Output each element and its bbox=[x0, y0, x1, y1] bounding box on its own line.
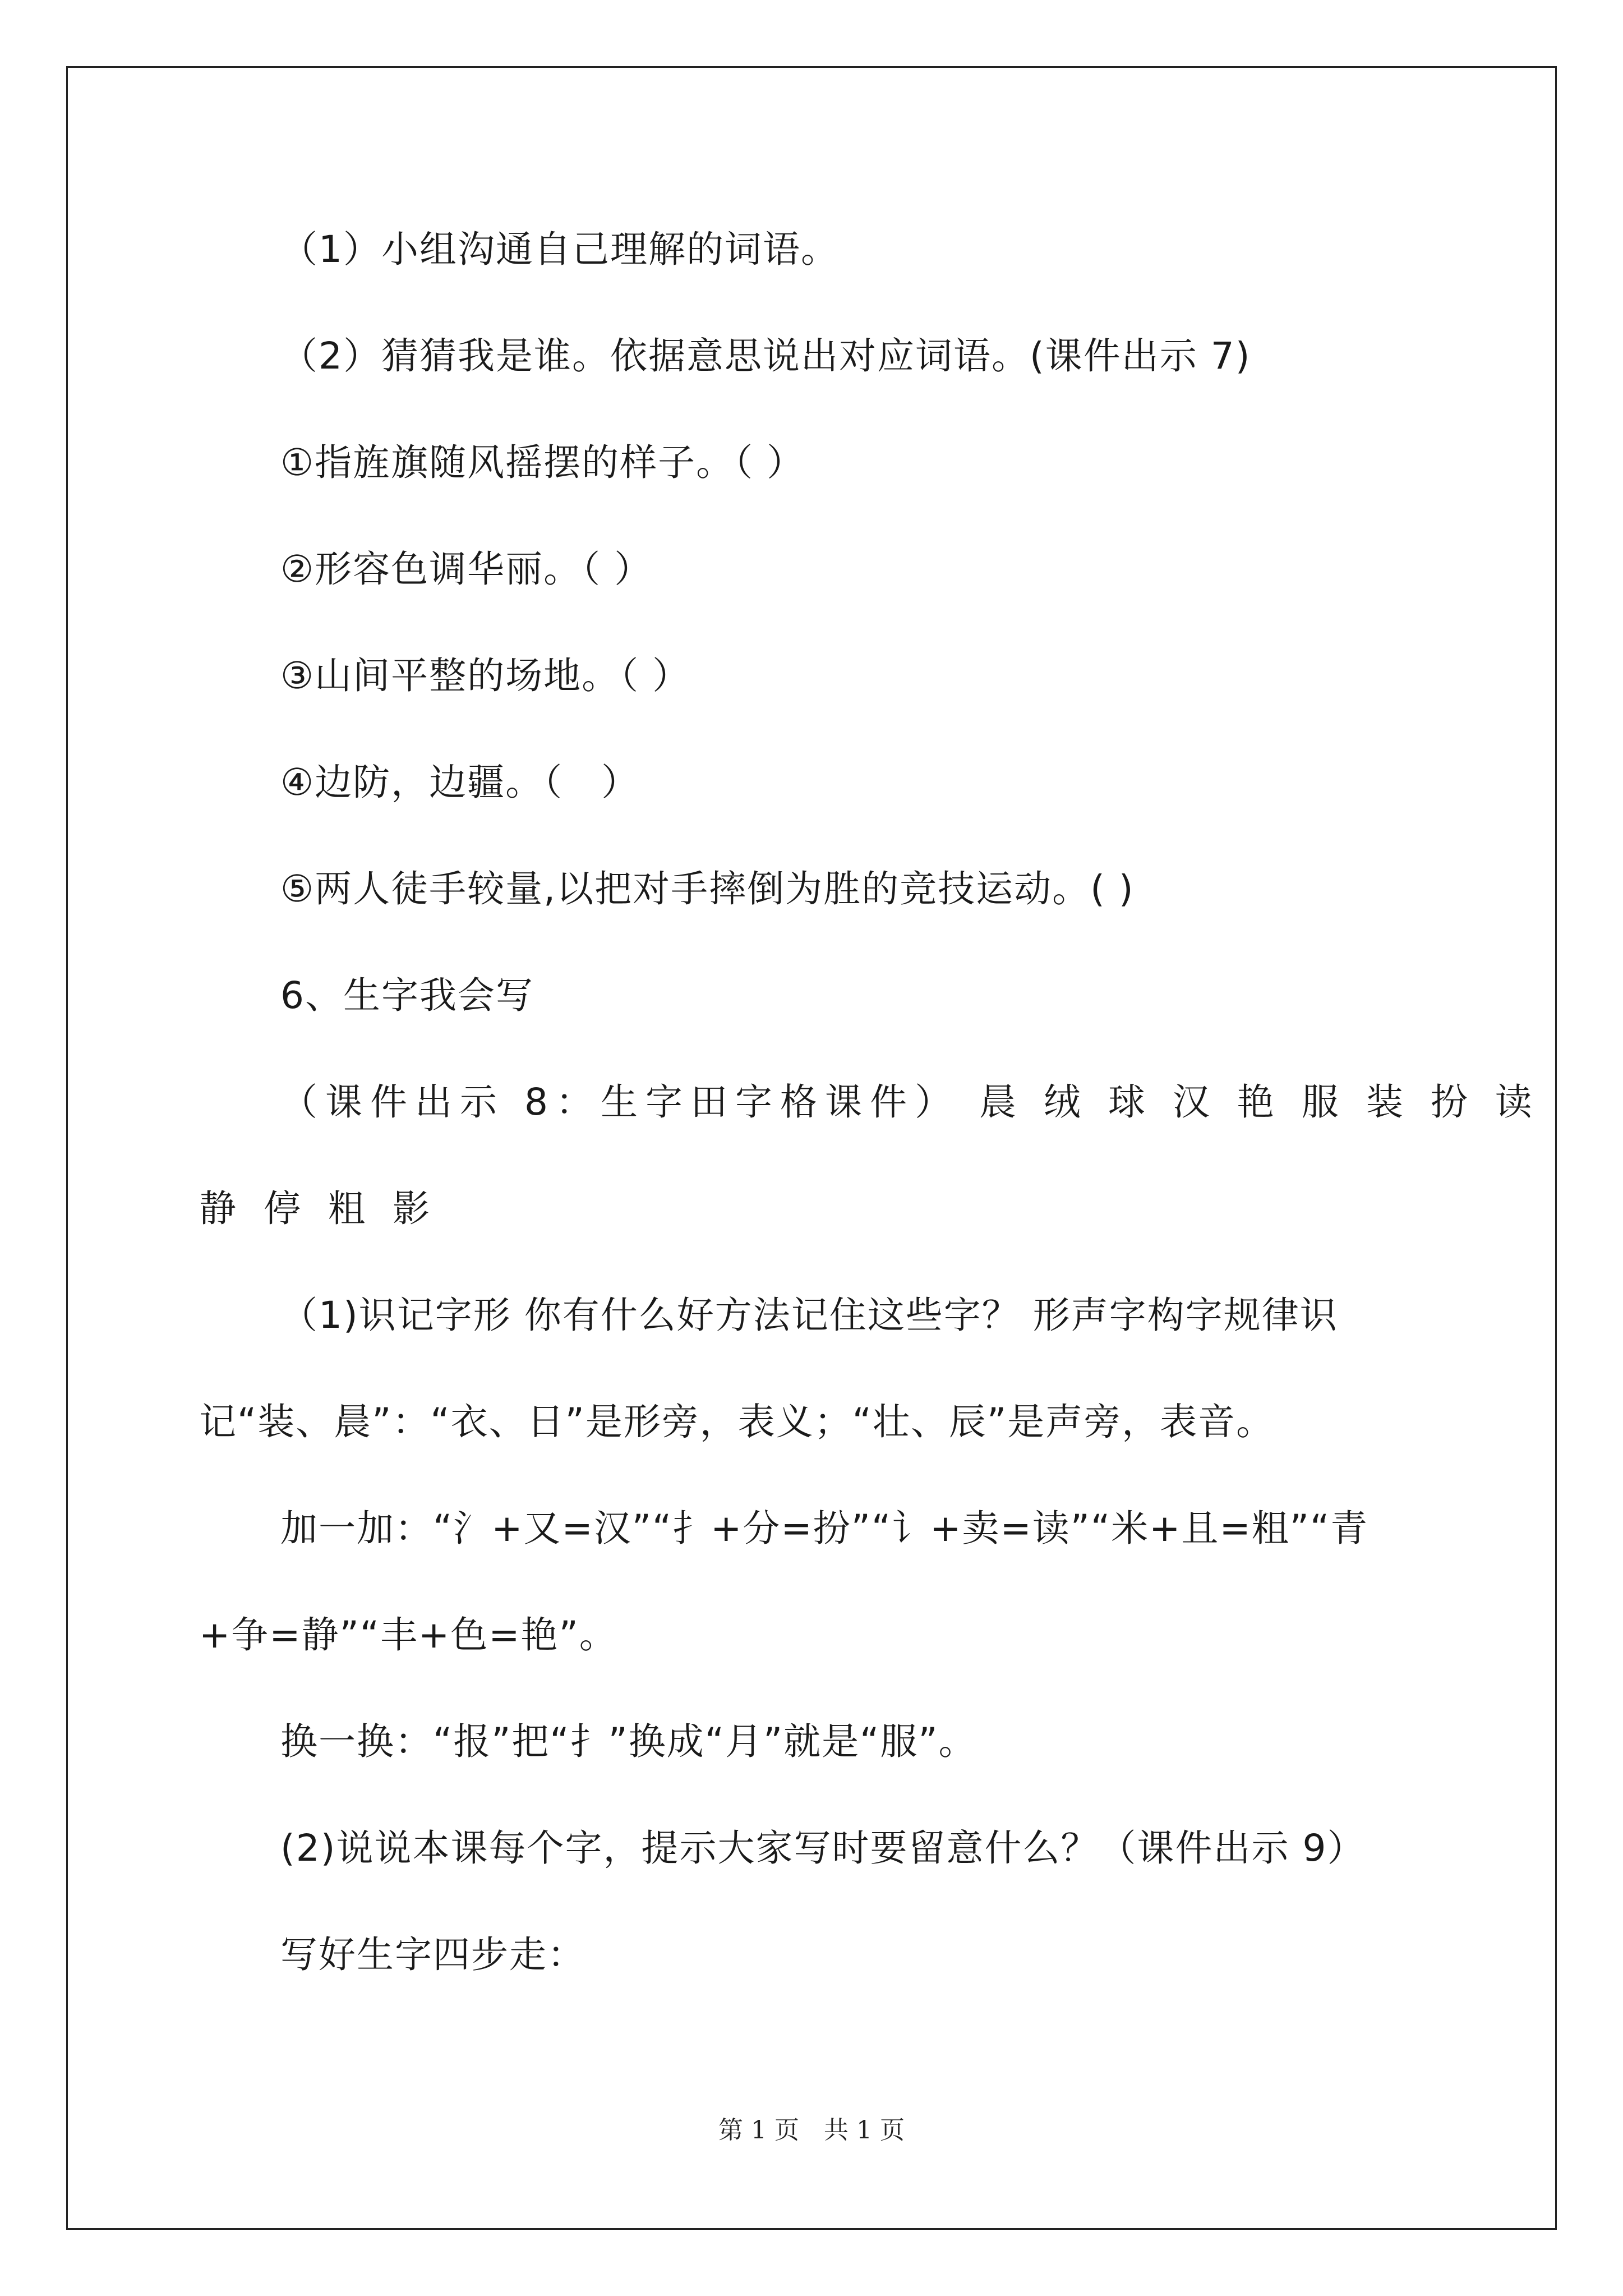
text-line-13: 加一加：“氵+又=汉”“扌+分=扮”“讠+卖=读”“米+且=粗”“青 bbox=[280, 1507, 1369, 1550]
text-line-4: ②形容色调华丽。（ ） bbox=[280, 547, 653, 591]
text-line-3: ①指旌旗随风摇摆的样子。（ ） bbox=[280, 441, 805, 484]
section-heading-6: 6、生字我会写 bbox=[280, 974, 534, 1017]
text-line-9: （课件出示 8：生字田字格课件） 晨 绒 球 汉 艳 服 装 扮 读 bbox=[280, 1080, 1540, 1124]
text-line-12: 记“装、晨”：“衣、日”是形旁，表义；“壮、辰”是声旁，表音。 bbox=[199, 1400, 1275, 1443]
page-border bbox=[66, 66, 1557, 2230]
text-line-10: 静 停 粗 影 bbox=[199, 1187, 437, 1230]
page-footer: 第 1 页 共 1 页 bbox=[718, 2116, 905, 2145]
text-line-5: ③山间平整的场地。（ ） bbox=[280, 654, 691, 697]
text-line-1: （1）小组沟通自己理解的词语。 bbox=[280, 228, 839, 271]
text-line-17: 写好生字四步走： bbox=[280, 1933, 585, 1976]
text-line-11: （1)识记字形 你有什么好方法记住这些字？ 形声字构字规律识 bbox=[280, 1294, 1338, 1337]
text-line-6: ④边防，边疆。（ ） bbox=[280, 761, 640, 804]
text-line-14: +争=静”“丰+色=艳”。 bbox=[199, 1613, 617, 1657]
text-line-2: （2）猜猜我是谁。依据意思说出对应词语。(课件出示 7) bbox=[280, 334, 1251, 378]
text-line-15: 换一换：“报”把“扌”换成“月”就是“服”。 bbox=[280, 1720, 977, 1763]
text-line-16: (2)说说本课每个字，提示大家写时要留意什么？（课件出示 9） bbox=[280, 1826, 1366, 1870]
text-line-7: ⑤两人徒手较量,以把对手摔倒为胜的竞技运动。( ) bbox=[280, 867, 1135, 910]
